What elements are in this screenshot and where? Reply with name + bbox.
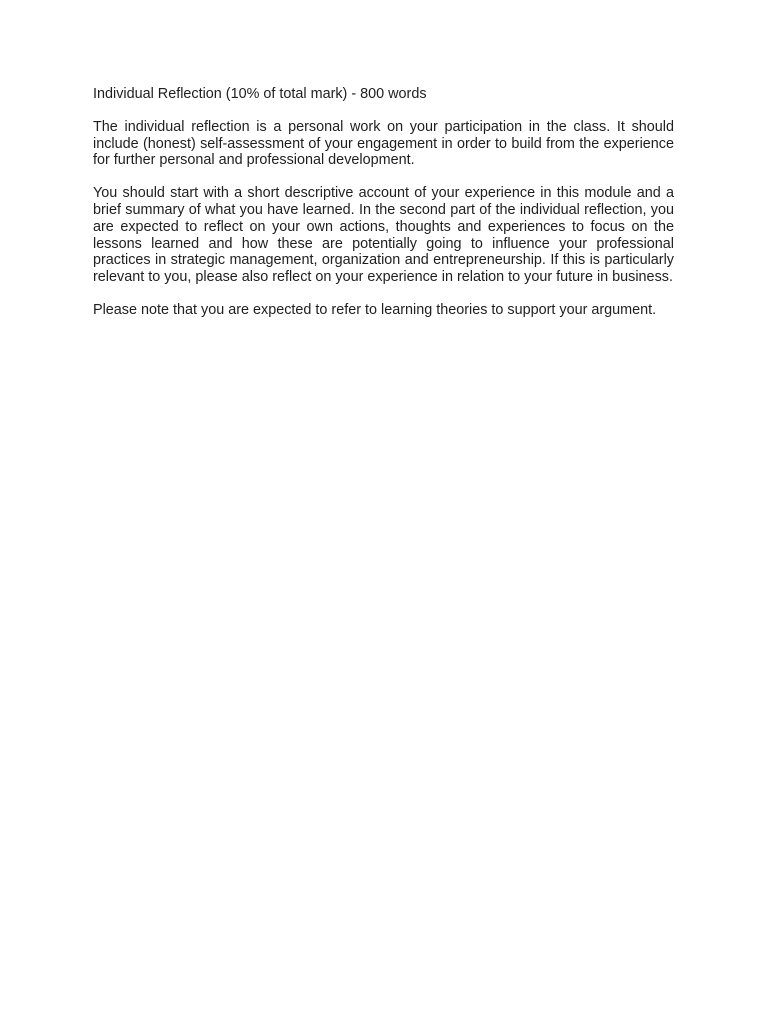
- document-body: [93, 86, 674, 335]
- paragraph-instructions: You should start with a short descriptive account of your experience in this module and a brief summary of what you have learned. In the second part of the individual reflection, you are expected to reflect on your own actions, thoughts and experiences to focus on the lessons learned and how these are potentially going to influence your professional practices in strategic management, organization and entrepreneurship. If this is particularly relevant to you, please also reflect on your experience in relation to your future in business.: [93, 185, 674, 286]
- paragraph-intro: The individual reflection is a personal work on your participation in the class. It should include (honest) self-assessment of your engagement in order to build from the experience for further personal and professional development.: [93, 118, 674, 169]
- paragraph-note: Please note that you are expected to refer to learning theories to support your argument.: [93, 301, 657, 318]
- document-heading: Individual Reflection (10% of total mark) - 800 words: [93, 86, 427, 102]
